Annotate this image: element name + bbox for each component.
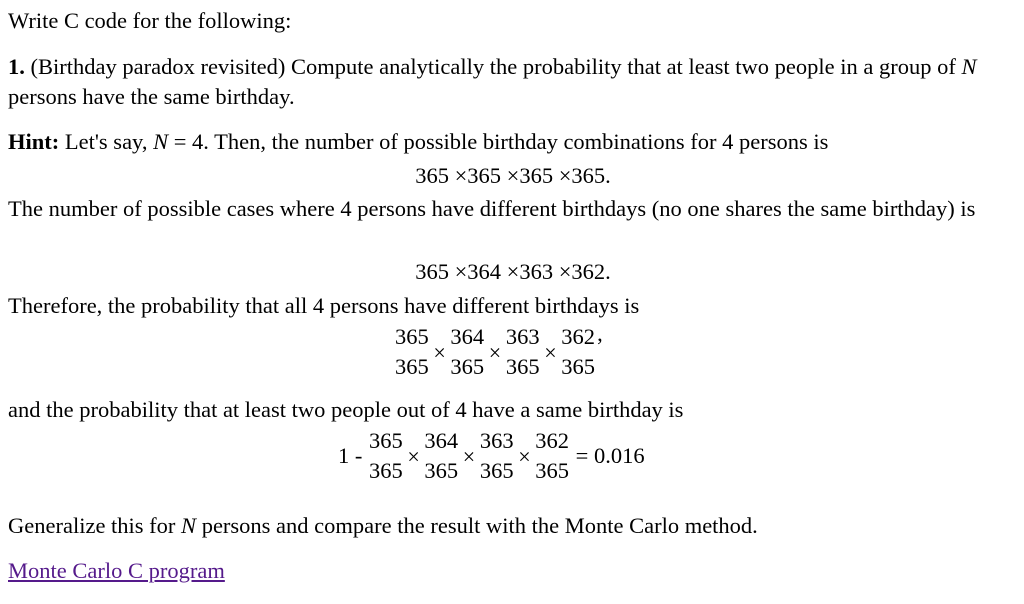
fraction-4: 362 365	[561, 324, 596, 379]
fraction-3: 363 365	[505, 324, 540, 379]
fraction-3: 363 365	[479, 428, 514, 483]
link-paragraph	[8, 556, 998, 586]
problem-statement	[8, 52, 998, 112]
generalize-text-a: Generalize this for	[8, 513, 182, 538]
fraction-1: 365 365	[395, 324, 429, 379]
fraction-4: 362 365	[535, 428, 570, 483]
intro-text: Write C code for the following:	[8, 8, 292, 33]
problem-number: 1.	[8, 54, 25, 79]
variable-n: N	[181, 513, 197, 538]
variable-n: N	[961, 54, 977, 79]
times-sign: ×	[488, 340, 502, 365]
generalize-text-b: persons and compare the result with the Monte Carlo method.	[196, 513, 758, 538]
problem-text-b: persons have the same birthday.	[8, 84, 295, 109]
equation-prefix: 1 -	[338, 443, 363, 468]
paragraph-at-least-two: and the probability that at least two people out of 4 have a same birthday is	[8, 397, 684, 422]
paragraph-therefore: Therefore, the probability that all 4 persons have different birthdays is	[8, 293, 640, 318]
variable-n: N	[153, 129, 169, 154]
fraction-2: 364 365	[450, 324, 485, 379]
paragraph-generalize	[8, 511, 998, 541]
hint-text-a: Let's say,	[59, 129, 154, 154]
equation-different-cases: 365 ×364 ×363 ×362.	[415, 259, 611, 284]
times-sign: ×	[518, 444, 531, 469]
times-sign: ×	[433, 340, 446, 365]
monte-carlo-program-link[interactable]: Monte Carlo C program	[8, 558, 225, 583]
hint-text-b: = 4. Then, the number of possible birthday combinations for 4 persons is	[168, 129, 829, 154]
fraction-product-all-different	[394, 322, 604, 382]
times-sign: ×	[544, 340, 557, 365]
fraction-2: 364 365	[424, 428, 459, 483]
times-sign: ×	[462, 444, 476, 469]
paragraph-different-cases: The number of possible cases where 4 persons have different birthdays (no one shares the same birthday) is	[8, 196, 976, 221]
equation-total-combinations: 365 ×365 ×365 ×365.	[415, 163, 611, 188]
hint-paragraph	[8, 127, 998, 157]
equation-at-least-two	[338, 426, 645, 486]
problem-text-a: (Birthday paradox revisited) Compute analytically the probability that at least two people in a group of	[24, 54, 962, 79]
hint-label: Hint:	[8, 129, 60, 154]
fraction-1: 365 365	[369, 428, 403, 483]
trailing-comma: ’	[596, 333, 604, 358]
equation-result: = 0.016	[575, 443, 645, 468]
times-sign: ×	[407, 444, 420, 469]
